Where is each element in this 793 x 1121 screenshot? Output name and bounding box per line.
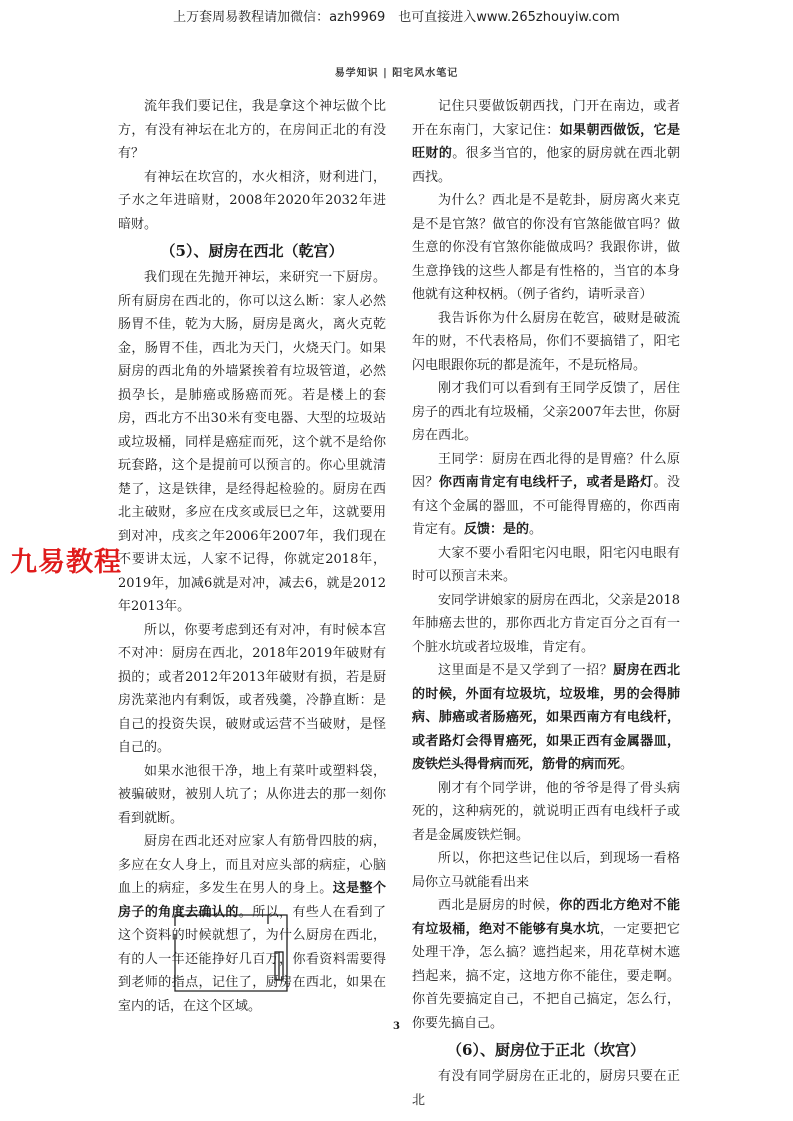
- paragraph: 我们现在先抛开神坛，来研究一下厨房。所有厨房在西北的，你可以这么断：家人必然肠胃不佳，乾为大肠，厨房是离火，离火克乾金，肠胃不佳，西北为天门，火烧天门。如果厨房的西北角的外墙紧挨着有垃圾管道，必然损孕长，是肺癌或肠癌而死。若是楼上的套房，西北方不出30米有变电器、大型的垃圾站或垃圾桶，同样是癌症而死，这个就不是给你玩套路，这个是提前可以预言的。你心里就清楚了，这是铁律，是经得起检验的。厨房在西北主破财，多应在戌亥或辰巳之年，这就要用到对冲，戌亥之年2006年2007年，我们现在不要讲太远，人家不记得，你就定2018年，2019年，加减6就是对冲，减去6，就是2012年2013年。: [118, 270, 386, 614]
- text-run: ，一定要把它处理干净，怎么搞？遮挡起来，用花草树木遮挡起来，搞不定，这地方你不能住，要走啊。你首先要搞定自己，不把自己搞定，怎么行，你要先搞自己。: [412, 921, 680, 1031]
- paragraph: 刚才我们可以看到有王同学反馈了，居住房子的西北有垃圾桶，父亲2007年去世，你厨房在西北。: [412, 381, 680, 443]
- section-heading: （6）、厨房位于正北（坎宫）: [447, 1041, 645, 1059]
- text-run: 。所以，有些人在看到了这个资料的时候就想了，为什么厨房在西北，有的人一年还能挣好几百万，你看资料需要得到老师的指点，记住了，厨房在西北，如果在室内的话，在这个区域。: [118, 904, 386, 1014]
- left-column: [118, 95, 386, 1018]
- paragraph: 我告诉你为什么厨房在乾宫，破财是破流年的财，不代表格局，你们不要搞错了，阳宅闪电眼跟你玩的都是流年，不是玩格局。: [412, 310, 680, 373]
- paragraph: 有没有同学厨房在正北的，厨房只要在正北: [412, 1069, 680, 1108]
- bold-text: 如果朝西做饭，它是旺财的: [412, 122, 680, 161]
- bold-text: 反馈：是的: [464, 522, 530, 537]
- paragraph: 为什么？西北是不是乾卦，厨房离火来克是不是官煞？做官的你没有官煞能做官吗？做生意的你没有官煞你能做成吗？我跟你讲，做生意挣钱的这些人都是有性格的，当官的本身他就有这种权柄。（例子省约，请听录音）: [412, 193, 680, 302]
- paragraph: 所以，你把这些记住以后，到现场一看格局你立马就能看出来: [412, 851, 680, 890]
- text-run: 记住只要做饭朝西找，门开在南边，或者开在东南门，大家记住：: [412, 99, 680, 138]
- paragraph: [412, 95, 680, 189]
- text-run: 。没有这个金属的器皿，不可能得胃癌的，你西南肯定有。: [412, 475, 680, 537]
- paragraph: 所以，你要考虑到还有对冲，有时候本宫不对冲：厨房在西北，2018年2019年破财有损的；或者2012年2013年破财有损，若是厨房洗菜池内有剩饭，或者残羹，冷静直断：是自己的投资失误，破财或运营不当破财，是怪自己的。: [118, 622, 386, 755]
- plan-wall: [175, 915, 287, 991]
- bold-text: 你的西北方绝对不能有垃圾桶，绝对不能够有臭水坑: [412, 898, 680, 937]
- paragraph: 大家不要小看阳宅闪电眼，阳宅闪电眼有时可以预言未来。: [412, 545, 680, 584]
- text-run: 这里面是不是又学到了一招？: [438, 663, 614, 678]
- paragraph: [412, 448, 680, 542]
- floor-plan-diagram: [171, 912, 289, 994]
- text-run: 。: [529, 522, 543, 537]
- running-head: 易学知识 | 阳宅风水笔记: [334, 68, 459, 79]
- right-column: [412, 95, 680, 1112]
- paragraph: [412, 894, 680, 1035]
- text-run: 西北是厨房的时候，: [438, 898, 560, 913]
- section-heading: （5）、厨房在西北（乾宫）: [160, 242, 344, 260]
- bold-text: 这是整个房子的角度去确认的: [118, 881, 386, 920]
- paragraph: 有神坛在坎宫的，水火相济，财利进门，子水之年进暗财，2008年2020年2032年进暗财。: [118, 169, 386, 232]
- text-run: 王同学：厨房在西北得的是胃癌？什么原因？: [412, 451, 680, 490]
- paragraph: [412, 659, 680, 777]
- paragraph: 刚才有个同学讲，他的爷爷是得了骨头病死的，这种病死的，就说明正西有电线杆子或者是金属废铁烂铜。: [412, 780, 680, 843]
- text-run: 。很多当官的，他家的厨房就在西北朝西找。: [412, 146, 680, 185]
- bold-text: 你西南肯定有电线杆子，或者是路灯: [438, 475, 654, 490]
- paragraph: 如果水池很干净，地上有菜叶或塑料袋，被骗破财，被别人坑了；从你进去的那一刻你看到就断。: [118, 763, 386, 826]
- top-banner: 上万套周易教程请加微信：azh9969 也可直接进入www.265zhouyiw.com: [173, 10, 620, 25]
- text-run: 厨房在西北还对应家人有筋骨四肢的病，多应在女人身上，而且对应头部的病症，心脑血上的病症，多发生在男人的身上。: [118, 834, 386, 896]
- paragraph: 安同学讲娘家的厨房在西北，父亲是2018年肺癌去世的，那你西北方肯定百分之百有一个脏水坑或者垃圾堆，肯定有。: [412, 592, 680, 655]
- watermark-logo: 九易教程: [10, 547, 122, 578]
- paragraph: 流年我们要记住，我是拿这个神坛做个比方，有没有神坛在北方的，在房间正北的有没有？: [118, 99, 386, 161]
- bold-text: 厨房在西北的时候，外面有垃圾坑，垃圾堆，男的会得肺病、肺癌或者肠癌死，如果西南方有电线杆，或者路灯会得胃癌死，如果正西有金属器皿，废铁烂头得骨病而死，筋骨的病而死: [412, 663, 680, 772]
- page-number: 3: [393, 1021, 400, 1032]
- text-run: 。: [620, 757, 634, 772]
